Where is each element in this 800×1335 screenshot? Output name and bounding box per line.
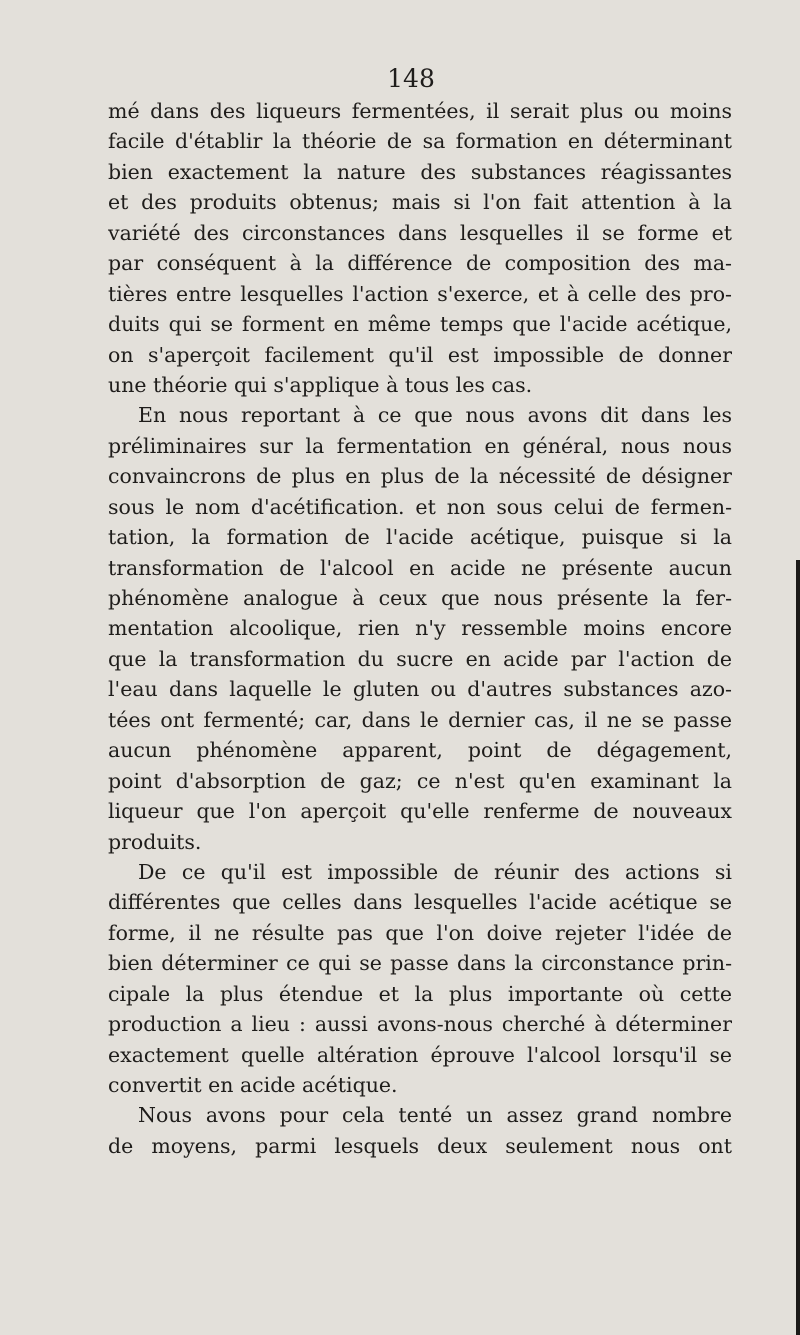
- text-line: sous le nom d'acétification. et non sous celui de fermen-: [108, 494, 732, 519]
- text-line: de moyens, parmi lesquels deux seulement nous ont: [108, 1133, 732, 1158]
- text-line: liqueur que l'on aperçoit qu'elle renferme de nouveaux: [108, 799, 732, 824]
- text-line: l'eau dans laquelle le gluten ou d'autres substances azo-: [108, 677, 732, 702]
- text-line: tières entre lesquelles l'action s'exerce, et à celle des pro-: [108, 281, 732, 306]
- text-line: une théorie qui s'applique à tous les cas.: [108, 372, 533, 397]
- body-text: [108, 96, 732, 1161]
- text-line: tées ont fermenté; car, dans le dernier cas, il ne se passe: [108, 707, 732, 732]
- text-line: De ce qu'il est impossible de réunir des actions si: [138, 859, 732, 884]
- text-line: exactement quelle altération éprouve l'alcool lorsqu'il se: [108, 1042, 732, 1067]
- text-line: convaincrons de plus en plus de la nécessité de désigner: [108, 464, 732, 489]
- text-line: produits.: [108, 829, 202, 854]
- text-line: bien déterminer ce qui se passe dans la circonstance prin-: [108, 951, 732, 976]
- text-line: forme, il ne résulte pas que l'on doive rejeter l'idée de: [108, 920, 732, 945]
- text-line: on s'aperçoit facilement qu'il est impossible de donner: [108, 342, 732, 367]
- text-line: En nous reportant à ce que nous avons dit dans les: [138, 403, 732, 428]
- text-line: mentation alcoolique, rien n'y ressemble moins encore: [108, 616, 732, 641]
- text-line: Nous avons pour cela tenté un assez grand nombre: [138, 1103, 732, 1128]
- text-line: et des produits obtenus; mais si l'on fait attention à la: [108, 190, 732, 215]
- text-line: mé dans des liqueurs fermentées, il serait plus ou moins: [108, 99, 732, 123]
- text-line: production a lieu : aussi avons-nous cherché à déterminer: [108, 1012, 732, 1037]
- text-line: tation, la formation de l'acide acétique, puisque si la: [108, 525, 732, 550]
- page-edge-shadow: [796, 560, 800, 1335]
- text-line: phénomène analogue à ceux que nous présente la fer-: [108, 586, 732, 610]
- text-line: transformation de l'alcool en acide ne présente aucun: [108, 555, 732, 580]
- text-line: cipale la plus étendue et la plus importante où cette: [108, 981, 732, 1006]
- text-line: préliminaires sur la fermentation en général, nous nous: [108, 433, 732, 458]
- text-line: convertit en acide acétique.: [108, 1073, 398, 1097]
- text-line: duits qui se forment en même temps que l'acide acétique,: [108, 312, 732, 337]
- text-line: variété des circonstances dans lesquelles il se forme et: [108, 220, 732, 245]
- text-line: facile d'établir la théorie de sa formation en déterminant: [108, 129, 732, 154]
- text-line: que la transformation du sucre en acide par l'action de: [108, 646, 732, 671]
- text-line: aucun phénomène apparent, point de dégagement,: [108, 738, 732, 763]
- page-number: 148: [387, 64, 435, 93]
- text-line: bien exactement la nature des substances réagissantes: [108, 159, 732, 184]
- text-line: point d'absorption de gaz; ce n'est qu'en examinant la: [108, 768, 732, 793]
- text-line: par conséquent à la différence de composition des ma-: [108, 251, 732, 276]
- text-line: différentes que celles dans lesquelles l'acide acétique se: [108, 890, 732, 915]
